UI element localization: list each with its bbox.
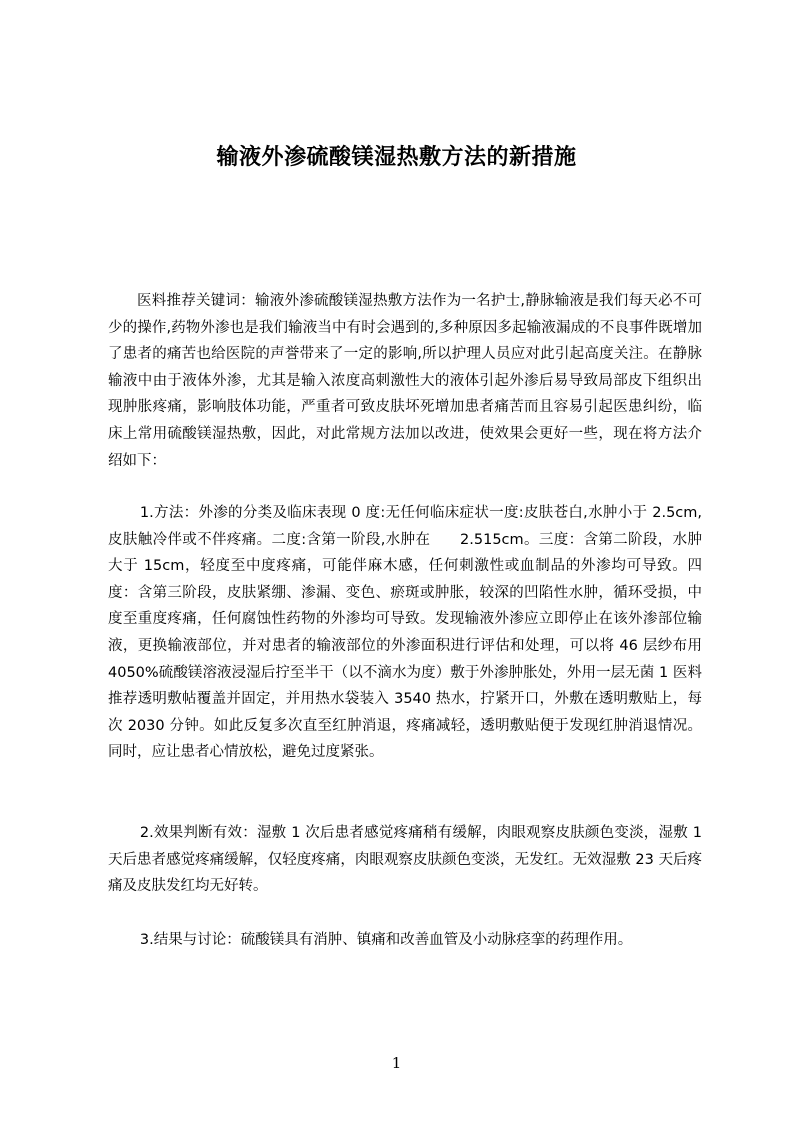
page-title: 输液外渗硫酸镁湿热敷方法的新措施 [216, 145, 577, 170]
method-paragraph: 1.方法：外渗的分类及临床表现 0 度:无任何临床症状一度:皮肤苍白,水肿小于 2.5cm,皮肤触冷伴或不伴疼痛。二度:含第一阶段,水肿在 2.515cm。三度：含第二阶段，水肿大于 15cm，轻度至中度疼痛，可能伴麻木感，任何刺激性或血制品的外渗均可导致。四度：含第三阶段，皮肤紧绷、渗漏、变色、瘀斑或肿胀，较深的凹陷性水肿，循环受损，中度至重度疼痛，任何腐蚀性药物的外渗均可导致。发现输液外渗应立即停止在该外渗部位输液，更换输液部位，并对患者的输液部位的外渗面积进行评估和处理，可以将 46 层纱布用 4050%硫酸镁溶液浸湿后拧至半干（以不滴水为度）敷于外渗肿胀处，外用一层无菌 1 医料推荐透明敷帖覆盖并固定，并用热水袋装入 3540 热水，拧紧开口，外敷在透明敷贴上，每次 2030 分钟。如此反复多次直至红肿消退，疼痛减轻，透明敷贴便于发现红肿消退情况。同时，应让患者心情放松，避免过度紧张。 [108, 505, 702, 761]
intro-paragraph: 医料推荐关键词：输液外渗硫酸镁湿热敷方法作为一名护士,静脉输液是我们每天必不可少的操作,药物外渗也是我们输液当中有时会遇到的,多种原因多起输液漏成的不良事件既增加了患者的痛苦也给医院的声誉带来了一定的影响,所以护理人员应对此引起高度关注。在静脉输液中由于液体外渗，尤其是输入浓度高刺激性大的液体引起外渗后易导致局部皮下组织出现肿胀疼痛，影响肢体功能，严重者可致皮肤坏死增加患者痛苦而且容易引起医患纠纷，临床上常用硫酸镁湿热敷，因此，对此常规方法加以改进，使效果会更好一些，现在将方法介绍如下： [108, 293, 702, 469]
result-paragraph: 3.结果与讨论：硫酸镁具有消肿、镇痛和改善血管及小动脉痉挛的药理作用。 [139, 932, 633, 948]
page-number: 1 [391, 1054, 402, 1072]
effect-paragraph: 2.效果判断有效：湿敷 1 次后患者感觉疼痛稍有缓解，肉眼观察皮肤颜色变淡，湿敷 1 天后患者感觉疼痛缓解，仅轻度疼痛，肉眼观察皮肤颜色变淡，无发红。无效湿敷 23 天后疼痛及皮肤发红均无好转。 [108, 825, 702, 895]
